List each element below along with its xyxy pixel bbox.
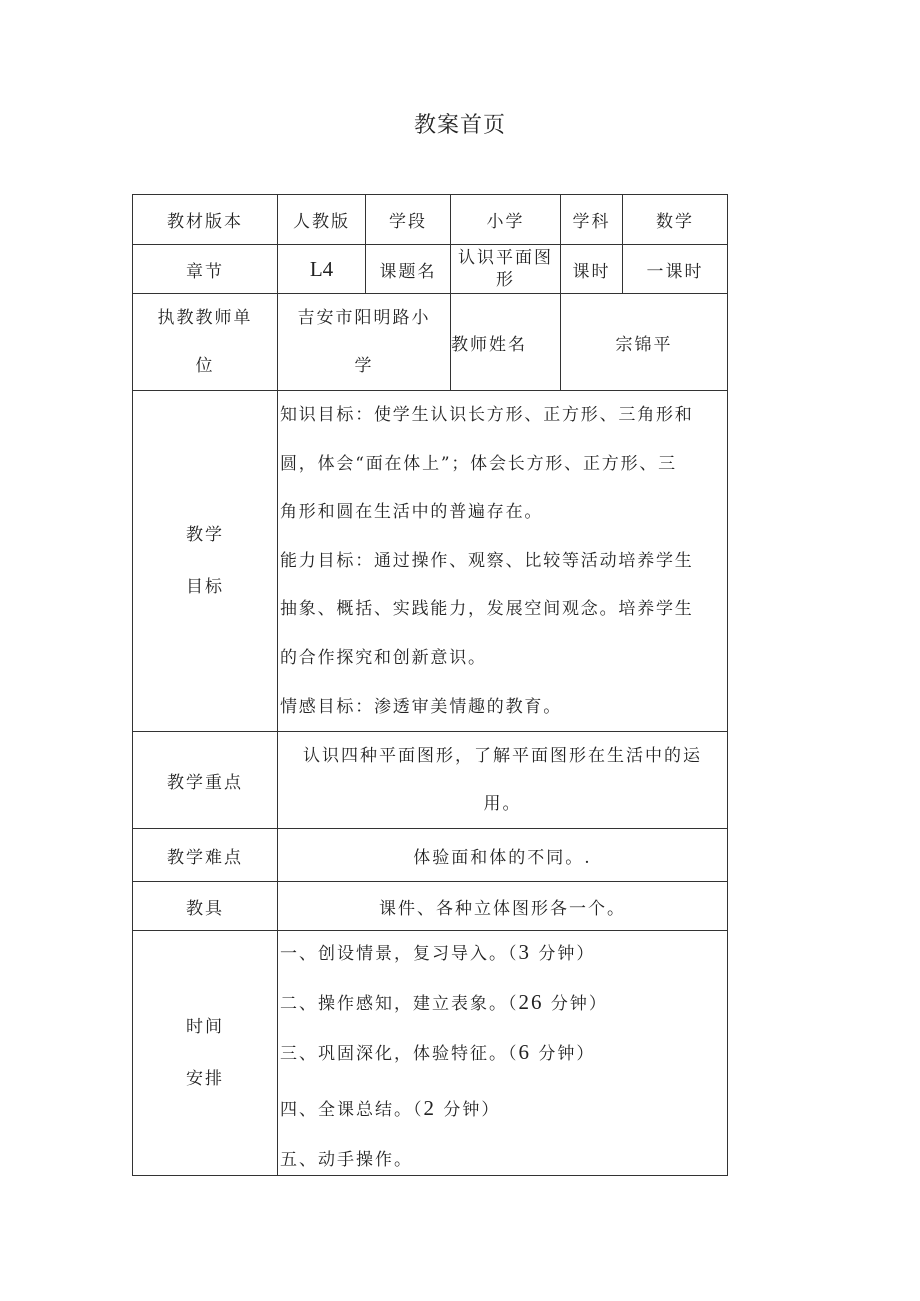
schedule-label [133,931,278,1176]
goals-label-line1: 教学 [186,525,224,546]
topic-value-line2: 形 [496,270,515,290]
table-row [133,732,728,829]
unit-label-line1: 执教教师单 [157,308,253,328]
unit-value-line2: 学 [354,356,374,376]
difficulty-label: 教学难点 [133,829,278,882]
teacher-value: 宗锦平 [561,294,728,391]
edition-label: 教材版本 [133,195,278,245]
schedule-item: 二、操作感知，建立表象。（26 分钟） [280,990,608,1015]
table-row [133,195,728,245]
table-row [133,294,728,391]
difficulty-value: 体验面和体的不同。. [278,829,728,882]
subject-value: 数学 [623,195,728,245]
goal-line: 知识目标：使学生认识长方形、正方形、三角形和 [280,405,694,425]
period-value: 一课时 [623,245,728,294]
table-row [133,245,728,294]
table-row [133,829,728,882]
goals-label-line2: 目标 [186,577,224,598]
schedule-item: 一、创设情景，复习导入。（3 分钟） [280,940,596,965]
tools-value: 课件、各种立体图形各一个。 [278,882,728,931]
focus-content [278,732,728,829]
goal-line: 情感目标：渗透审美情趣的教育。 [280,696,562,717]
topic-label: 课题名 [366,245,451,294]
table-row [133,391,728,732]
goal-line: 角形和圆在生活中的普遍存在。 [280,502,544,523]
schedule-content [278,931,728,1176]
table-row [133,882,728,931]
goals-label [133,391,278,732]
chapter-label: 章节 [133,245,278,294]
schedule-item: 三、巩固深化，体验特征。（6 分钟） [280,1040,596,1065]
chapter-value [278,245,366,294]
chapter-value-text: L4 [309,256,334,281]
unit-value [278,294,451,391]
unit-value-line1: 吉安市阳明路小 [297,308,431,328]
lesson-plan-table [132,194,728,1176]
goal-line: 能力目标：通过操作、观察、比较等活动培养学生 [280,550,694,571]
subject-label: 学科 [561,195,623,245]
unit-label-line2: 位 [195,356,215,376]
focus-line1: 认识四种平面图形，了解平面图形在生活中的运 [303,746,702,767]
topic-value [451,245,561,294]
tools-label: 教具 [133,882,278,931]
goal-line: 的合作探究和创新意识。 [280,647,487,668]
edition-value: 人教版 [278,195,366,245]
focus-line2: 用。 [483,794,522,815]
schedule-item: 五、动手操作。 [280,1150,413,1171]
goal-line: 圆，体会“面在体上”；体会长方形、正方形、三 [280,453,677,474]
stage-value: 小学 [451,195,561,245]
topic-value-line1: 认识平面图 [458,248,553,268]
focus-label: 教学重点 [133,732,278,829]
goals-content [278,391,728,732]
schedule-label-line2: 安排 [186,1069,224,1090]
stage-label: 学段 [366,195,451,245]
unit-label [133,294,278,391]
page-title: 教案首页 [413,113,506,138]
schedule-item: 四、全课总结。（2 分钟） [280,1096,501,1121]
goal-line: 抽象、概括、实践能力，发展空间观念。培养学生 [280,599,694,620]
schedule-label-line1: 时间 [186,1017,224,1038]
teacher-label: 教师姓名 [451,294,561,391]
period-label: 课时 [561,245,623,294]
table-row [133,931,728,1176]
